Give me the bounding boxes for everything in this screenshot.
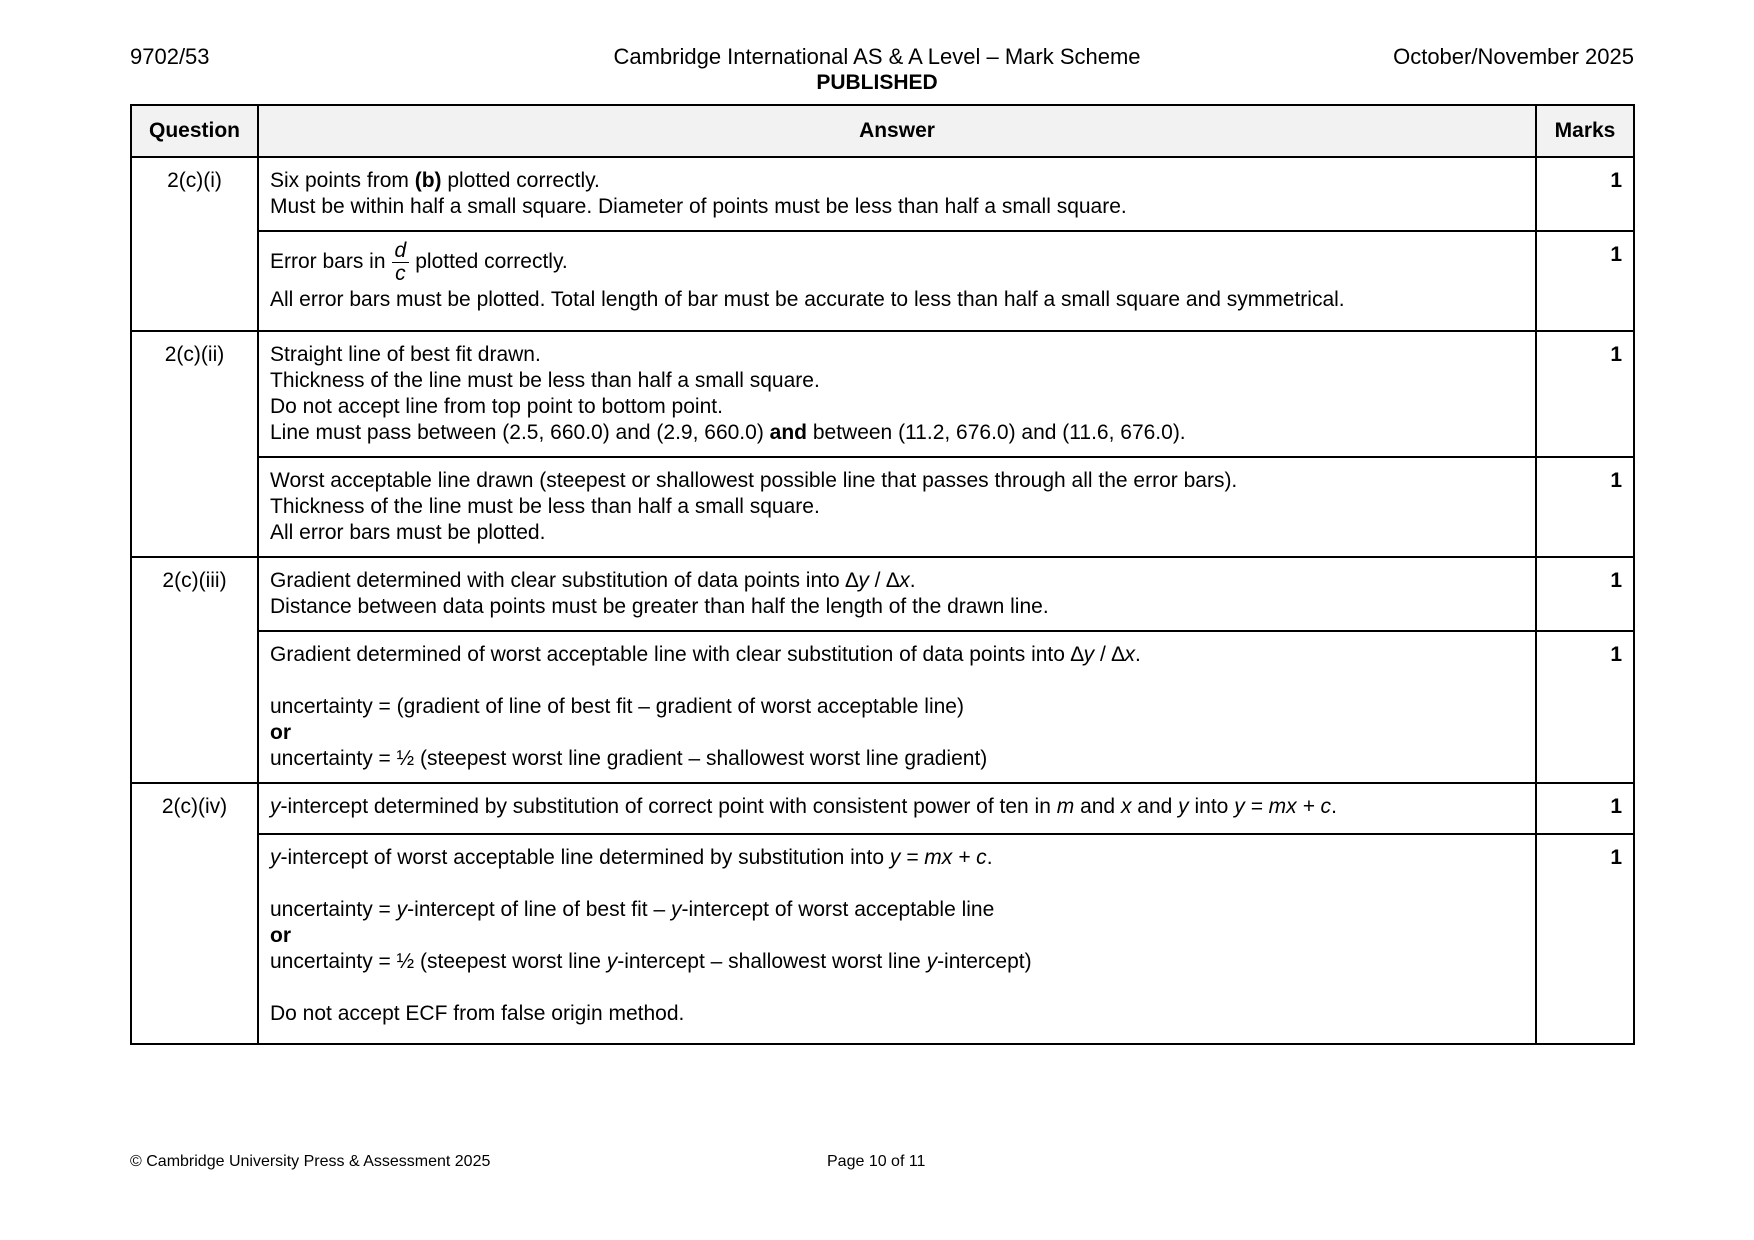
question-number: 2(c)(ii) xyxy=(131,331,258,557)
page-number: Page 10 of 11 xyxy=(827,1153,926,1170)
table-row xyxy=(131,157,1634,231)
answer-line: uncertainty = ½ (steepest worst line gradient – shallowest worst line gradient) xyxy=(270,747,988,770)
question-number: 2(c)(iv) xyxy=(131,783,258,1044)
answer-line: uncertainty = (gradient of line of best fit – gradient of worst acceptable line) xyxy=(270,695,964,718)
or-label: or xyxy=(270,721,291,744)
answer-line: y-intercept determined by substitution of correct point with consistent power of ten in m and x and y into y = mx + c. xyxy=(270,795,1337,818)
mark-value: 1 xyxy=(1536,783,1634,834)
answer-line: Must be within half a small square. Diameter of points must be less than half a small square. xyxy=(270,195,1127,218)
table-header-row xyxy=(131,105,1634,157)
mark-value: 1 xyxy=(1536,557,1634,631)
answer-line: Gradient determined with clear substitution of data points into ∆y / ∆x. xyxy=(270,569,916,592)
column-header-answer: Answer xyxy=(258,105,1536,157)
or-label: or xyxy=(270,924,291,947)
paper-code: 9702/53 xyxy=(130,44,210,69)
answer-cell xyxy=(258,157,1536,231)
copyright-notice: © Cambridge University Press & Assessment 2025 xyxy=(130,1153,491,1170)
mark-value: 1 xyxy=(1536,331,1634,457)
table-row xyxy=(131,331,1634,457)
answer-cell xyxy=(258,631,1536,783)
document-title: Cambridge International AS & A Level – Mark Scheme xyxy=(613,44,1141,69)
answer-line: Thickness of the line must be less than half a small square. xyxy=(270,369,820,392)
answer-line: Do not accept line from top point to bottom point. xyxy=(270,395,723,418)
column-header-marks: Marks xyxy=(1536,105,1634,157)
answer-cell xyxy=(258,834,1536,1044)
answer-line: Distance between data points must be greater than half the length of the drawn line. xyxy=(270,595,1049,618)
table-row xyxy=(131,457,1634,557)
table-row xyxy=(131,783,1634,834)
answer-line: y-intercept of worst acceptable line determined by substitution into y = mx + c. xyxy=(270,846,993,869)
answer-line: Straight line of best fit drawn. xyxy=(270,343,541,366)
answer-line: Line must pass between (2.5, 660.0) and (2.9, 660.0) and between (11.2, 676.0) and (11.6, 676.0). xyxy=(270,421,1186,444)
table-row xyxy=(131,231,1634,331)
mark-value: 1 xyxy=(1536,457,1634,557)
mark-value: 1 xyxy=(1536,157,1634,231)
mark-value: 1 xyxy=(1536,631,1634,783)
answer-cell xyxy=(258,457,1536,557)
answer-line: uncertainty = ½ (steepest worst line y-intercept – shallowest worst line y-intercept) xyxy=(270,950,1032,973)
published-label: PUBLISHED xyxy=(816,71,938,94)
mark-scheme-table xyxy=(130,104,1635,1045)
answer-cell xyxy=(258,783,1536,834)
exam-session: October/November 2025 xyxy=(1393,44,1634,69)
fraction-d-over-c: $\frac{d}{c}$ xyxy=(392,240,410,285)
question-number: 2(c)(iii) xyxy=(131,557,258,783)
answer-cell xyxy=(258,557,1536,631)
answer-line: Thickness of the line must be less than half a small square. xyxy=(270,495,820,518)
answer-line: Do not accept ECF from false origin method. xyxy=(270,1002,685,1025)
answer-cell xyxy=(258,331,1536,457)
mark-value: 1 xyxy=(1536,231,1634,331)
column-header-question: Question xyxy=(131,105,258,157)
answer-line: All error bars must be plotted. Total length of bar must be accurate to less than half a small square and symmetrical. xyxy=(270,288,1345,311)
question-number: 2(c)(i) xyxy=(131,157,258,331)
table-row xyxy=(131,557,1634,631)
answer-line: Six points from (b) plotted correctly. xyxy=(270,169,600,192)
answer-cell xyxy=(258,231,1536,331)
table-row xyxy=(131,834,1634,1044)
answer-line: Gradient determined of worst acceptable line with clear substitution of data points into ∆y / ∆x. xyxy=(270,643,1141,666)
answer-line: Error bars in $\frac{d}{c}$ plotted correctly. xyxy=(270,239,568,285)
mark-value: 1 xyxy=(1536,834,1634,1044)
answer-line: Worst acceptable line drawn (steepest or shallowest possible line that passes through all the error bars). xyxy=(270,469,1238,492)
table-row xyxy=(131,631,1634,783)
answer-line: All error bars must be plotted. xyxy=(270,521,546,544)
answer-line: uncertainty = y-intercept of line of best fit – y-intercept of worst acceptable line xyxy=(270,898,995,921)
